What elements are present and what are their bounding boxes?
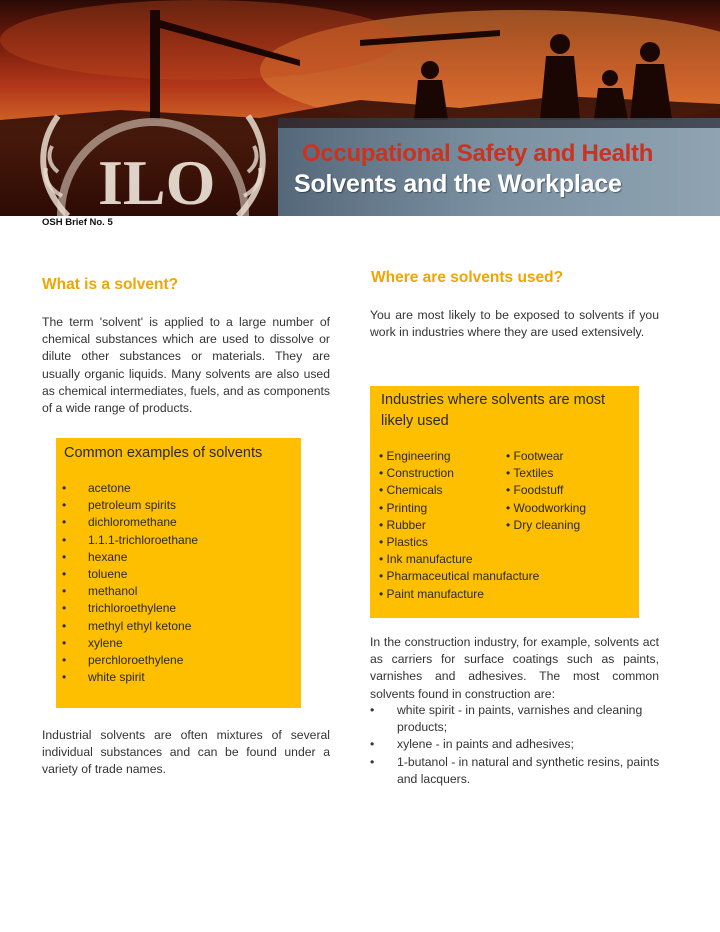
where-used-paragraph: You are most likely to be exposed to solvents if you work in industries where they are used extensively. <box>370 308 659 340</box>
bullet-icon: • <box>62 584 67 599</box>
industry-item: • Paint manufacture <box>379 586 484 601</box>
bullet-icon: • <box>62 567 67 582</box>
intro-paragraph: The term 'solvent' is applied to a large number of chemical substances which are used to dissolve or dilute other substances or materials. They are usually organic liquids. Many solvents are also used as chemical intermediates, fuels, and as components of a wide range of products. <box>42 315 330 416</box>
industry-item: • Ink manufacture <box>379 552 473 567</box>
solvent-example-item <box>62 669 198 686</box>
industry-item: • Pharmaceutical manufacture <box>379 569 540 584</box>
examples-box-title: Common examples of solvents <box>64 445 263 461</box>
solvent-example-label: 1.1.1-trichloroethane <box>88 532 199 547</box>
brief-number: OSH Brief No. 5 <box>42 217 113 228</box>
industry-item: • Dry cleaning <box>506 517 581 532</box>
solvent-example-label: dichloromethane <box>88 515 177 530</box>
construction-solvents-list <box>370 702 660 788</box>
bullet-icon: • <box>62 653 67 668</box>
construction-solvent-label: 1-butanol - in natural and synthetic resins, paints and lacquers. <box>397 754 660 786</box>
bullet-icon: • <box>62 601 67 616</box>
solvent-example-item <box>62 497 198 514</box>
heading-where-used: Where are solvents used? <box>371 269 564 286</box>
industry-item: • Chemicals <box>379 483 443 498</box>
mixtures-paragraph: Industrial solvents are often mixtures of several individual substances and can be found under a variety of trade names. <box>42 728 330 777</box>
solvent-example-item <box>62 549 198 566</box>
construction-solvent-item <box>370 702 660 736</box>
solvent-example-item <box>62 600 198 617</box>
industry-item: • Printing <box>379 500 428 515</box>
ilo-logo-icon <box>28 96 278 216</box>
bullet-icon: • <box>62 532 67 547</box>
bullet-icon: • <box>62 670 67 685</box>
solvent-example-label: toluene <box>88 567 128 582</box>
industry-item: • Woodworking <box>506 500 587 515</box>
solvent-example-item <box>62 618 198 635</box>
solvent-example-label: trichloroethylene <box>88 601 177 616</box>
banner-subtitle: Occupational Safety and Health <box>302 140 654 167</box>
industry-item: • Textiles <box>506 466 554 481</box>
solvent-example-item <box>62 635 198 652</box>
solvent-example-item <box>62 566 198 583</box>
industries-box <box>370 386 639 618</box>
solvent-example-item <box>62 532 198 549</box>
construction-solvent-item <box>370 754 660 788</box>
header-banner <box>0 0 720 216</box>
bullet-icon: • <box>62 498 67 513</box>
solvent-example-label: petroleum spirits <box>88 498 177 513</box>
solvent-example-item <box>62 583 198 600</box>
bullet-icon: • <box>62 515 67 530</box>
industry-item: • Footwear <box>506 449 564 463</box>
bullet-icon: • <box>370 754 375 769</box>
solvent-example-label: acetone <box>88 481 131 495</box>
bullet-icon: • <box>370 737 375 752</box>
solvent-example-label: white spirit <box>88 670 145 685</box>
industry-item: • Rubber <box>379 517 426 532</box>
heading-what-is-solvent: What is a solvent? <box>42 276 179 293</box>
industry-item: • Engineering <box>379 449 451 463</box>
banner-title: Solvents and the Workplace <box>294 170 622 198</box>
examples-list <box>62 480 198 686</box>
solvent-example-label: hexane <box>88 549 128 564</box>
solvent-example-label: methanol <box>88 584 138 599</box>
industries-box-title: Industries where solvents are most likely used <box>381 392 606 429</box>
bullet-icon: • <box>370 703 375 717</box>
solvent-example-label: xylene <box>88 635 123 650</box>
construction-solvent-item <box>370 736 660 753</box>
bullet-icon: • <box>62 618 67 633</box>
industry-item: • Foodstuff <box>506 483 564 498</box>
solvent-example-label: perchloroethylene <box>88 653 184 668</box>
bullet-icon: • <box>62 549 67 564</box>
solvent-example-label: methyl ethyl ketone <box>88 618 192 633</box>
construction-paragraph: In the construction industry, for example, solvents act as carriers for surface coatings such as paints, varnishes and adhesives. The most common solvents found in construction are: <box>370 635 659 701</box>
construction-solvent-label: xylene - in paints and adhesives; <box>397 737 574 752</box>
industries-list-col2 <box>506 448 586 534</box>
industry-item: • Construction <box>379 466 454 481</box>
industry-item: • Plastics <box>379 535 428 550</box>
construction-solvent-label: white spirit - in paints, varnishes and cleaning products; <box>397 703 643 735</box>
bullet-icon: • <box>62 481 67 495</box>
examples-box <box>56 438 301 708</box>
solvent-example-item <box>62 514 198 531</box>
solvent-example-item <box>62 652 198 669</box>
bullet-icon: • <box>62 635 67 650</box>
svg-text:ILO: ILO <box>98 147 216 216</box>
solvent-example-item <box>62 480 198 497</box>
